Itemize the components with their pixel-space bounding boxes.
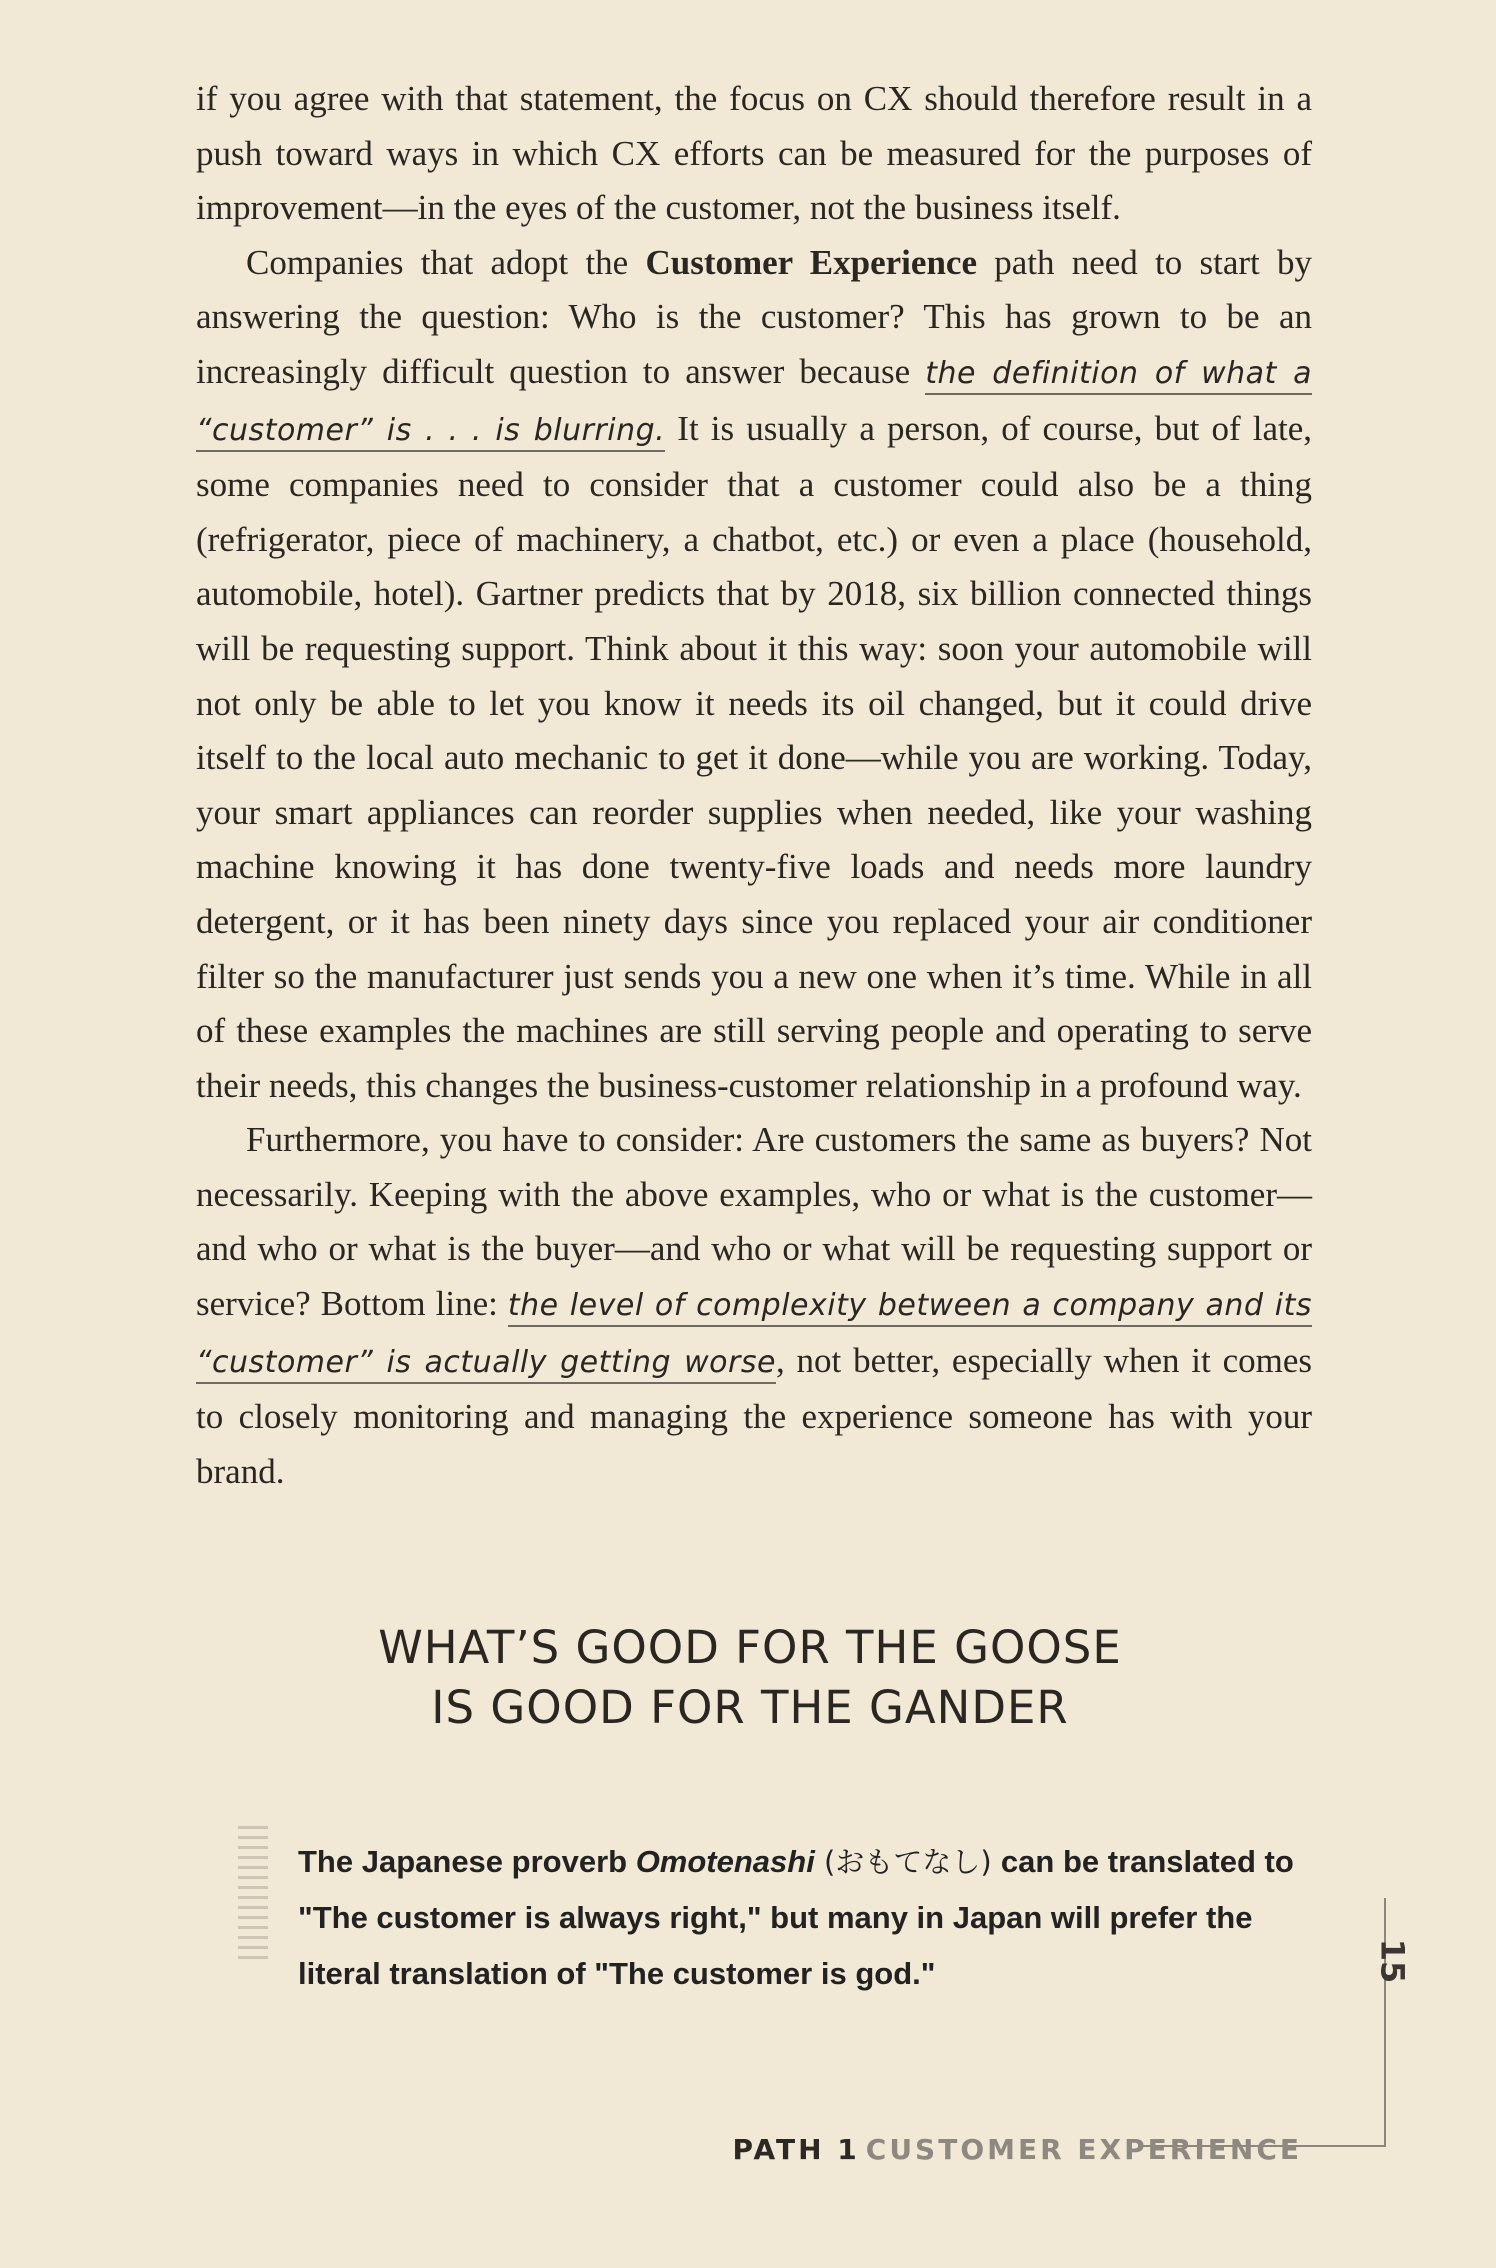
heading-line-2: IS GOOD FOR THE GANDER (431, 1681, 1069, 1734)
callout-marker (238, 1826, 268, 1974)
margin-pencil-line (1384, 1898, 1386, 2146)
body-text (196, 72, 1312, 1499)
japanese-word: (おもてなし) (814, 1845, 1001, 1879)
paragraph-3: Furthermore, you have to consider: Are customers the same as buyers? Not necessarily. Keeping with the above examples, who or what is the customer—and who or what is the buyer—and who or what will be requesting support or service? Bottom line: the level of complexity between a company and its “customer” is actually getting worse, not better, especially when it comes to closely monitoring and managing the experience someone has with your brand. (196, 1120, 1312, 1491)
highlighted-phrase-definition: the definition of what a “customer” is . . . is blurring. (196, 356, 1312, 452)
omotenashi-term: Omotenashi (635, 1844, 815, 1879)
paragraph-1: if you agree with that statement, the focus on CX should therefore result in a push toward ways in which CX efforts can be measured for the purposes of improvement—in the eyes of the customer, not the business itself. (196, 79, 1312, 228)
page-number: 15 (1373, 1938, 1412, 1984)
customer-experience-term: Customer Experience (645, 242, 977, 282)
section-heading (300, 1618, 1200, 1738)
paragraph-2: Companies that adopt the Customer Experience path need to start by answering the question: Who is the customer? This has grown to be an increasingly difficult question to answer because the definition of what a “customer” is . . . is blurring. It is usually a person, of course, but of late, some companies need to consider that a customer could also be a thing (refrigerator, piece of machinery, a chatbot, etc.) or even a place (household, automobile, hotel). Gartner predicts that by 2018, six billion connected things will be requesting support. Think about it this way: soon your automobile will not only be able to let you know it needs its oil changed, but it could drive itself to the local auto mechanic to get it done—while you are working. Today, your smart appliances can reorder supplies when needed, like your washing machine knowing it has done twenty-five loads and needs more laundry detergent, or it has been ninety days since you replaced your air conditioner filter so the manufacturer just sends you a new one when it’s time. While in all of these examples the machines are still serving people and operating to serve their needs, this changes the business-customer relationship in a profound way. (196, 242, 1313, 1105)
footer-path: PATH 1 (732, 2133, 860, 2166)
highlighted-phrase-complexity: the level of complexity between a company and its “customer” is actually getting worse (196, 1288, 1312, 1384)
running-footer (714, 2133, 1302, 2166)
footer-section: CUSTOMER EXPERIENCE (865, 2133, 1302, 2166)
callout-text: The Japanese proverb Omotenashi (おもてなし) can be translated to "The customer is always right," but many in Japan will prefer the literal translation of "The customer is god." (298, 1844, 1294, 1991)
heading-line-1: WHAT’S GOOD FOR THE GOOSE (378, 1621, 1122, 1674)
